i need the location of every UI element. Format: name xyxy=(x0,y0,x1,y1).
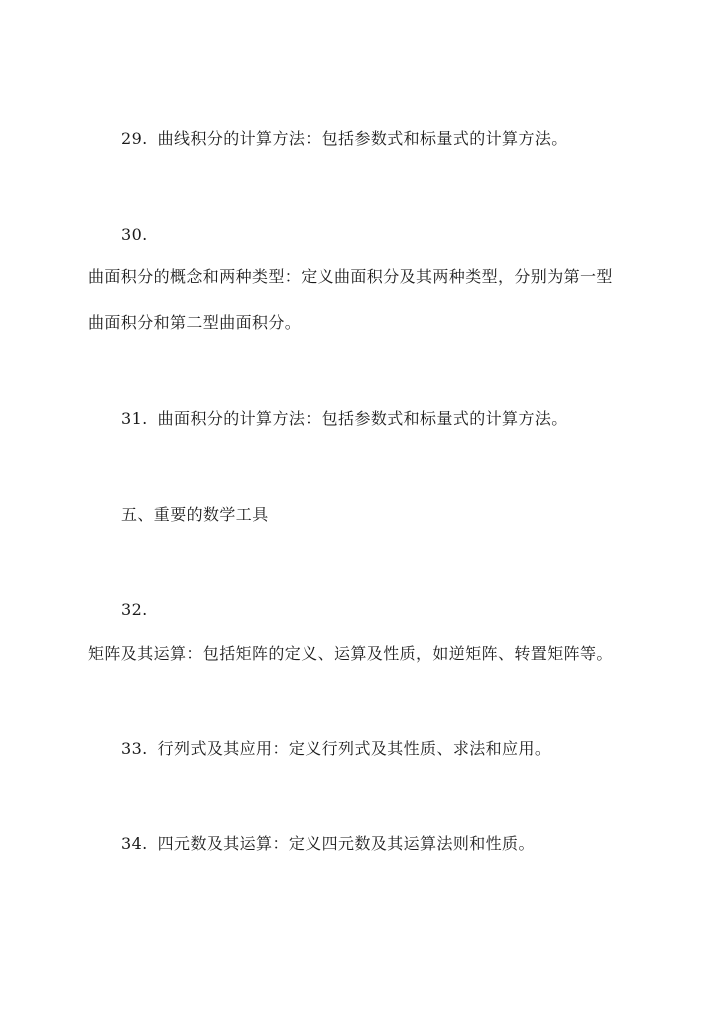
item-30-text-line1: 曲面积分的概念和两种类型：定义曲面积分及其两种类型，分别为第一型 xyxy=(88,267,613,286)
item-29-text: 曲线积分的计算方法：包括参数式和标量式的计算方法。 xyxy=(157,129,568,148)
item-33-number: 33. xyxy=(121,739,148,758)
item-33-text: 行列式及其应用：定义行列式及其性质、求法和应用。 xyxy=(157,739,552,758)
item-33 xyxy=(121,739,551,759)
item-31 xyxy=(121,409,568,429)
item-31-number: 31. xyxy=(121,409,148,428)
item-30-text-line2: 曲面积分和第二型曲面积分。 xyxy=(88,313,302,332)
item-34 xyxy=(121,834,535,854)
item-32-text: 矩阵及其运算：包括矩阵的定义、运算及性质，如逆矩阵、转置矩阵等。 xyxy=(88,644,613,663)
item-31-text: 曲面积分的计算方法：包括参数式和标量式的计算方法。 xyxy=(157,409,568,428)
item-29 xyxy=(121,129,568,149)
item-34-number: 34. xyxy=(121,834,148,853)
item-32-number: 32. xyxy=(121,600,148,619)
item-29-number: 29. xyxy=(121,129,148,148)
section-heading: 五、重要的数学工具 xyxy=(121,505,269,524)
item-30-number: 30. xyxy=(121,225,148,244)
item-34-text: 四元数及其运算：定义四元数及其运算法则和性质。 xyxy=(157,834,535,853)
